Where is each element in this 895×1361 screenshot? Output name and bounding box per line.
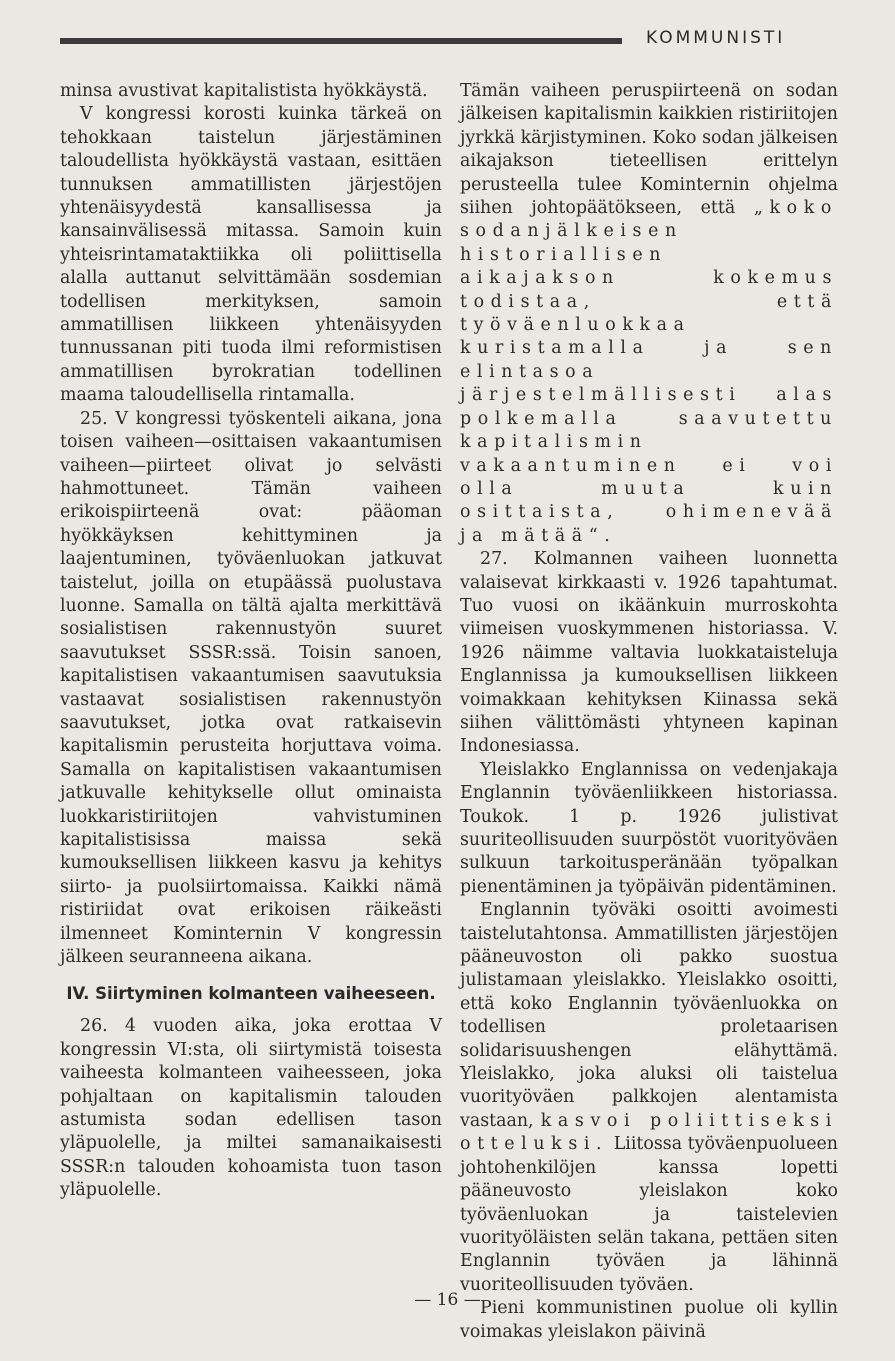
left-column: [60, 80, 442, 1203]
program-quote: „koko sodanjälkeisen historiallisen aikajakson kokemus todistaa, että työväenluokkaa kuristamalla ja sen elintasoa järjestelmällisesti alas polkemalla saavutettu kapitalismin vakaantuminen ei voi olla muuta kuin osittaista, ohimenevää ja mätää“.: [460, 198, 838, 546]
paragraph: minsa avustivat kapitalistista hyökkäystä.: [60, 81, 428, 101]
header-rule: [60, 38, 622, 44]
paragraph: V kongressi korosti kuinka tärkeä on tehokkaan taistelun järjestäminen taloudellista hyökkäystä vastaan, esittäen tunnuksen ammatillisten järjestöjen yhtenäisyydestä kansallisessa ja kansainvälisessä mitassa. Samoin kuin yhteisrintamataktiikka oli poliittisella alalla auttanut selvittämään sosdemian todellisen merkityksen, samoin ammatillisen liikkeen yhtenäisyyden tunnussanan piti tuoda ilmi reformistisen ammatillisen byrokratian todellinen maama taloudellisella rintamalla.: [60, 104, 442, 406]
paragraph-text: Tämän vaiheen peruspiirteenä on sodan jälkeisen kapitalismin kaikkien ristiriitojen jyrkkä kärjistyminen. Koko sodan jälkeisen aikajakson tieteellisen erittelyn perusteella tulee Kominternin ohjelma siihen johtopäätökseen, että: [460, 81, 838, 219]
paragraph-text: Englannin työväki osoitti avoimesti taistelutahtonsa. Ammatillisten järjestöjen pääneuvoston oli pakko suostua julistamaan yleislakko. Yleislakko osoitti, että koko Englannin työväenluokka on todellisen proletaarisen solidarisuushengen elähyttämä. Yleislakko, joka aluksi oli taistelua vuorityöväen palkkojen alentamista vastaan,: [460, 900, 838, 1131]
right-column: [460, 80, 838, 1344]
page-number: — 16 —: [414, 1290, 481, 1310]
paragraph: Pieni kommunistinen puolue oli kyllin voimakas yleislakon päivinä: [460, 1298, 838, 1342]
emphasis-text: kasvoi poliittiseksi otteluksi.: [460, 1110, 838, 1155]
paragraph-text: Liitossa työväenpuolueen johtohenkilöjen kanssa lopetti pääneuvosto yleislakon koko työväenluokan ja taistelevien vuorityöläisten selän takana, pettäen siten Englannin työväen ja lähinnä vuoriteollisuuden työväen.: [460, 1134, 838, 1295]
paragraph: 25. V kongressi työskenteli aikana, jona toisen vaiheen—osittaisen vakaantumisen vaiheen—piirteet olivat jo selvästi hahmottuneet. Tämän vaiheen erikoispiirteenä ovat: pääoman hyökkäyksen kehittyminen ja laajentuminen, työväenluokan jatkuvat taistelut, joilla on etupäässä puolustava luonne. Samalla on tältä ajalta merkittävä sosialistisen rakennustyön suuret saavutukset SSSR:ssä. Toisin sanoen, kapitalistisen vakaantumisen saavutuksia vastaavat sosialistisen rakennustyön saavutukset, jotka ovat ratkaisevin kapitalismin perusteita horjuttava voima. Samalla on kapitalistisen vakaantumisen jatkuvalle kehitykselle ollut ominaista luokkaristiriitojen vahvistuminen kapitalistisissa maissa sekä kumouksellisen liikkeen kasvu ja kehitys siirto- ja puolsiirtomaissa. Kaikki nämä ristiriidat ovat erikoisen räikeästi ilmenneet Kominternin V kongressin jälkeen seuranneena aikana.: [60, 408, 442, 968]
paragraph: 27. Kolmannen vaiheen luonnetta valaisevat kirkkaasti v. 1926 tapahtumat. Tuo vuosi on ikäänkuin murroskohta viimeisen vuoskymmenen historiassa. V. 1926 näimme valtavia luokkataisteluja Englannissa ja kumouksellisen liikkeen voimakkaan kehityksen Kiinassa sekä siihen välittömästi yhtyneen kapinan Indonesiassa.: [460, 549, 838, 757]
paragraph: Yleislakko Englannissa on vedenjakaja Englannin työväenliikkeen historiassa. Toukok. 1 p. 1926 julistivat suuriteollisuuden suurpöstöt vuorityöväen sulkuun tarkoitusperänään työpalkan pienentäminen ja työpäivän pidentäminen.: [460, 759, 838, 897]
paragraph: 26. 4 vuoden aika, joka erottaa V kongressin VI:sta, oli siirtymistä toisesta vaiheesta kolmanteen vaiheesseen, joka pohjaltaan on kapitalismin talouden astumista sodan edellisen tason yläpuolelle, ja miltei samanaikaisesti SSSR:n talouden kohoamista tuon tason yläpuolelle.: [60, 1016, 442, 1201]
paragraph: [460, 80, 838, 548]
running-title: KOMMUNISTI: [646, 28, 786, 48]
paragraph: [460, 899, 838, 1297]
section-heading: IV. Siirtyminen kolmanteen vaiheeseen.: [66, 984, 436, 1004]
